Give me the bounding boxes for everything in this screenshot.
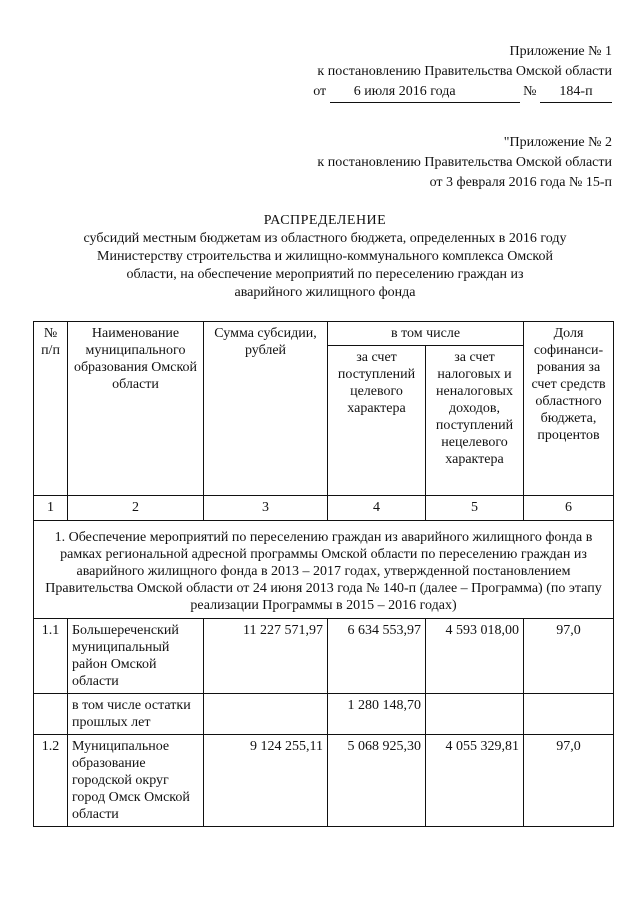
- appendix-1-date-prefix: от: [313, 84, 327, 99]
- row-target: 5 068 925,30: [328, 735, 426, 827]
- column-number: 5: [426, 496, 524, 521]
- section-row: [34, 521, 614, 619]
- row-name: в том числе остатки прошлых лет: [68, 694, 204, 735]
- row-share: 97,0: [524, 619, 614, 694]
- row-name: Муниципальное образование городской округ город Омск Омской области: [68, 735, 204, 827]
- column-number: 6: [524, 496, 614, 521]
- table-row: [34, 619, 614, 694]
- row-tax: 4 593 018,00: [426, 619, 524, 694]
- row-target: 6 634 553,97: [328, 619, 426, 694]
- row-sum: [204, 694, 328, 735]
- header-row-1: [34, 322, 614, 346]
- title-line-1: субсидий местным бюджетам из областного бюджета, определенных в 2016 году: [83, 231, 567, 246]
- row-sum: 9 124 255,11: [204, 735, 328, 827]
- column-number: 1: [34, 496, 68, 521]
- header-sum: Сумма субсидии, рублей: [204, 322, 328, 496]
- title-line-2: Министерству строительства и жилищно-коммунального комплекса Омской: [97, 249, 553, 264]
- header-num: № п/п: [34, 322, 68, 496]
- appendix-1-title: Приложение № 1: [509, 44, 612, 59]
- header-name: Наименование муниципального образования Омской области: [68, 322, 204, 496]
- appendix-1-number: 184-п: [540, 82, 612, 103]
- section-title: 1. Обеспечение мероприятий по переселению граждан из аварийного жилищного фонда в рамках региональной адресной программы Омской области по переселению граждан из аварийного жилищного фонда в 2013 – 2017 годах, утвержденной постановлением Правительства Омской области от 24 июня 2013 года № 140-п (далее – Программа) (по этапу реализации Программы в 2015 – 2016 годах): [34, 521, 614, 619]
- row-tax: [426, 694, 524, 735]
- appendix-1-resolution: к постановлению Правительства Омской области: [317, 64, 612, 79]
- header-including: в том числе: [328, 322, 524, 346]
- row-share: 97,0: [524, 735, 614, 827]
- row-name: Большереченский муниципальный район Омской области: [68, 619, 204, 694]
- row-sum: 11 227 571,97: [204, 619, 328, 694]
- row-num: 1.2: [34, 735, 68, 827]
- title-heading: РАСПРЕДЕЛЕНИЕ: [263, 213, 387, 228]
- title-line-3: области, на обеспечение мероприятий по переселению граждан из: [126, 267, 524, 282]
- row-num: 1.1: [34, 619, 68, 694]
- row-tax: 4 055 329,81: [426, 735, 524, 827]
- column-numbers-row: [34, 496, 614, 521]
- header-target: за счет поступлений целевого характера: [328, 346, 426, 496]
- row-target: 1 280 148,70: [328, 694, 426, 735]
- title-line-4: аварийного жилищного фонда: [234, 285, 416, 300]
- appendix-2-title: "Приложение № 2: [503, 135, 612, 150]
- column-number: 2: [68, 496, 204, 521]
- appendix-1-number-prefix: №: [523, 84, 537, 99]
- header-share: Доля софинанси-рования за счет средств областного бюджета, процентов: [524, 322, 614, 496]
- appendix-2-date: от 3 февраля 2016 года № 15-п: [429, 175, 612, 190]
- column-number: 3: [204, 496, 328, 521]
- row-num: [34, 694, 68, 735]
- table-row: [34, 694, 614, 735]
- appendix-1-header: [313, 42, 612, 103]
- row-share: [524, 694, 614, 735]
- column-number: 4: [328, 496, 426, 521]
- appendix-1-date-line: [313, 82, 612, 103]
- document-title: [40, 212, 610, 302]
- header-tax: за счет налоговых и неналоговых доходов, поступлений нецелевого характера: [426, 346, 524, 496]
- subsidy-table: [33, 321, 614, 827]
- appendix-2-header: [317, 133, 612, 193]
- appendix-1-date: 6 июля 2016 года: [330, 82, 480, 103]
- appendix-1-date-blank: [480, 82, 520, 103]
- table-row: [34, 735, 614, 827]
- appendix-2-resolution: к постановлению Правительства Омской области: [317, 155, 612, 170]
